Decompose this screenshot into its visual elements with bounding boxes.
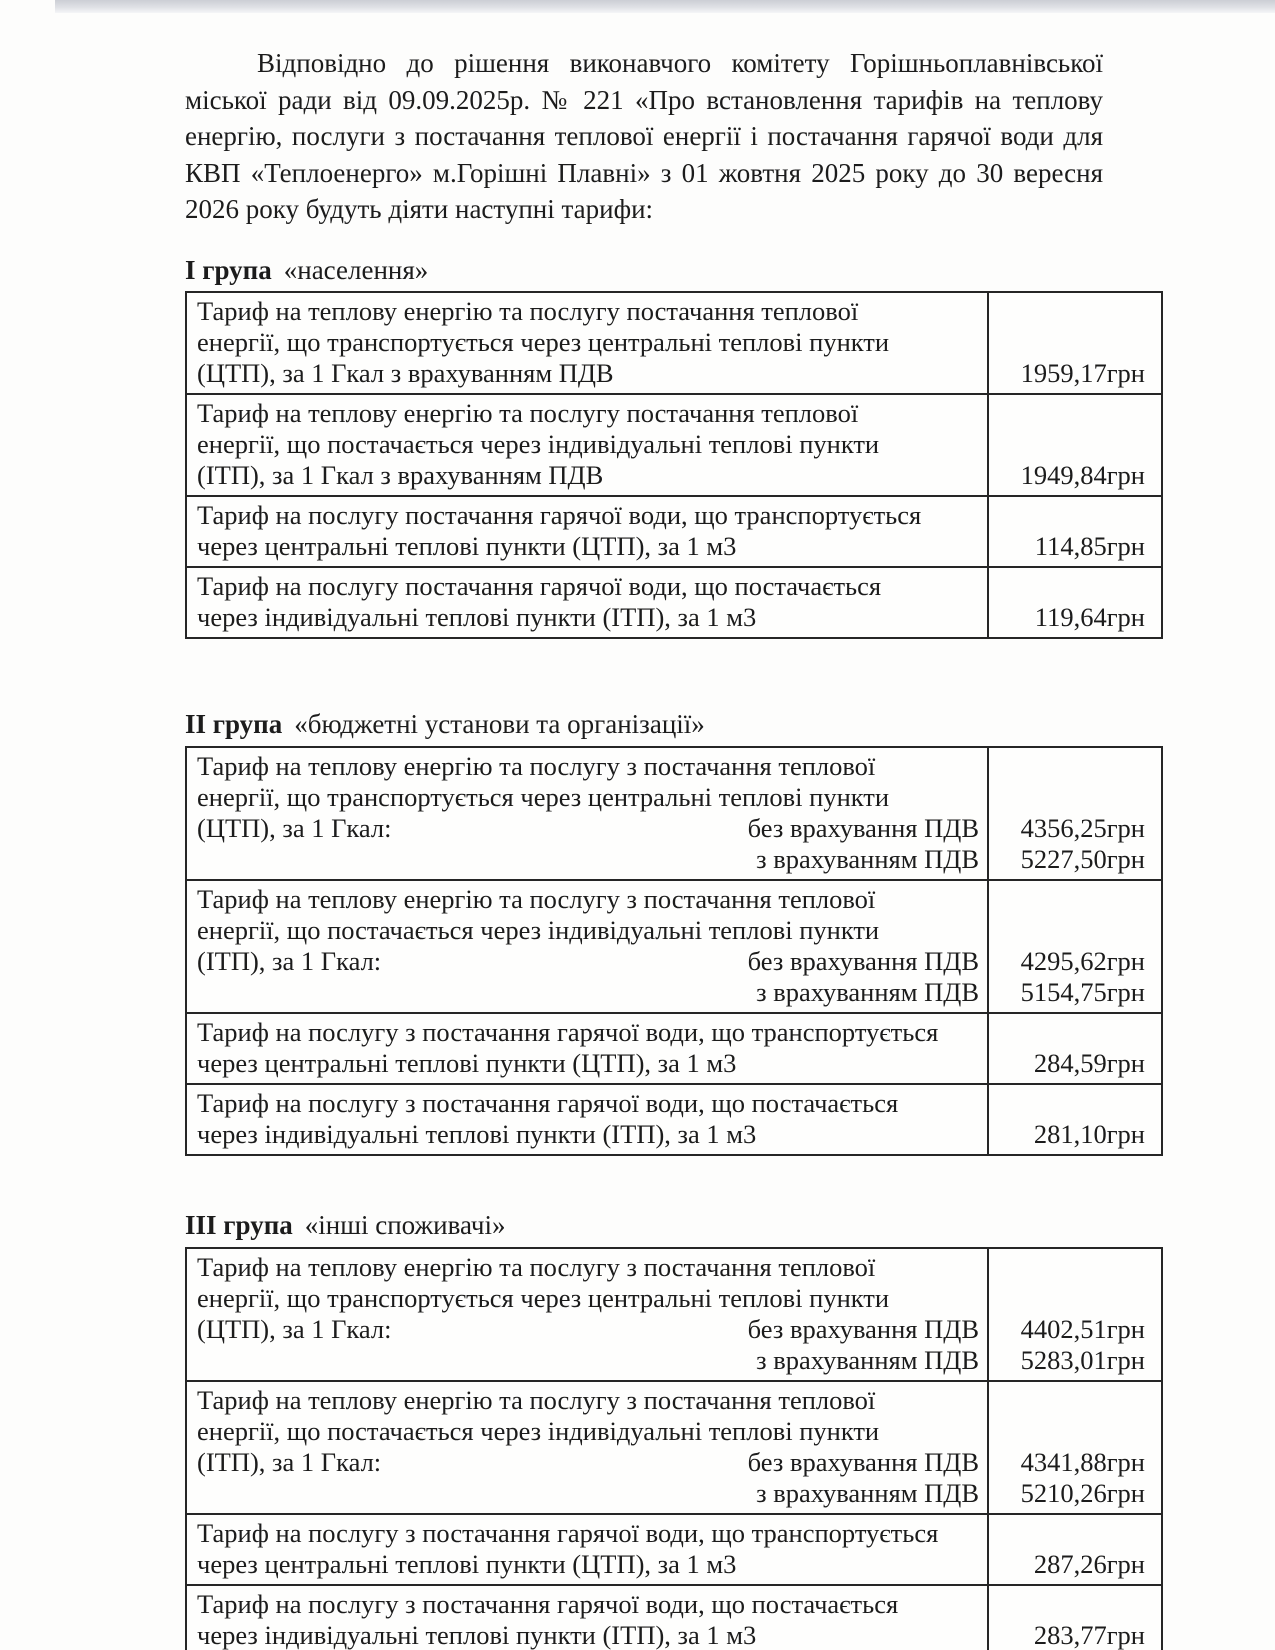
vat-label-with: з врахуванням ПДВ [756,1477,979,1508]
tariff-label-cell [187,1085,989,1154]
tariff-label-cell [187,1382,989,1513]
tariff-label-line: енергії, що транспортується через центральні теплові пункти [197,1282,890,1313]
tariff-label-line: Тариф на послугу з постачання гарячої води, що постачається [197,1087,899,1118]
tariff-row [187,293,1161,393]
tariff-label-line: через центральні теплові пункти (ЦТП), за 1 м3 [197,1548,737,1579]
tariff-label-line: Тариф на послугу з постачання гарячої води, що постачається [197,1588,899,1619]
tariff-label-line: енергії, що постачається через індивідуальні теплові пункти [197,1415,880,1446]
tariff-label-line [197,1314,979,1345]
tariff-value-without-vat: 4356,25грн [1020,812,1145,843]
tariff-row [187,495,1161,566]
tariff-value-without-vat: 4295,62грн [1020,945,1145,976]
tariff-row [187,1584,1161,1650]
tariff-value-cell [989,1085,1161,1154]
tariff-label-line: енергії, що постачається через індивідуальні теплові пункти [197,914,880,945]
tariff-row [187,1083,1161,1154]
group-2-subtitle: «бюджетні установи та організації» [294,708,705,739]
tariff-label-cell [187,1515,989,1584]
tariff-label-line: через центральні теплові пункти (ЦТП), за 1 м3 [197,1047,737,1078]
tariff-row [187,1380,1161,1513]
tariff-value-without-vat: 4402,51грн [1020,1313,1145,1344]
tariff-row [187,1513,1161,1584]
document-content [185,0,1163,1650]
tariff-label-line: через індивідуальні теплові пункти (ІТП), за 1 м3 [197,1619,757,1650]
tariff-value-cell [989,395,1161,495]
tariff-label-line: Тариф на теплову енергію та послугу з постачання теплової [197,1384,876,1415]
group-1-subtitle: «населення» [283,254,429,285]
tariff-label-line [197,946,979,977]
tariff-label-line: через індивідуальні теплові пункти (ІТП), за 1 м3 [197,1118,757,1149]
tariff-value: 284,59грн [1033,1047,1145,1078]
tariff-value: 283,77грн [1033,1619,1145,1650]
group-2-title: ІІ група [185,708,283,739]
group-2-heading [185,709,1163,739]
tariff-label-cell [187,497,989,566]
tariff-label-line: Тариф на послугу постачання гарячої води, що постачається [197,570,882,601]
tariff-label-cell [187,395,989,495]
tariff-value-cell [989,1249,1161,1380]
tariff-value: 1959,17грн [1020,357,1145,388]
tariff-label-line: енергії, що постачається через індивідуальні теплові пункти [197,428,880,459]
tariff-unit-line: (ЦТП), за 1 Гкал: [197,1313,392,1344]
vat-label-without: без врахування ПДВ [747,1446,979,1477]
tariff-value-cell [989,568,1161,637]
tariff-label-line: енергії, що транспортується через центральні теплові пункти [197,326,890,357]
tariff-value-with-vat: 5227,50грн [1020,843,1145,874]
tariff-label-line: Тариф на теплову енергію та послугу з постачання теплової [197,750,876,781]
tariff-label-line: Тариф на послугу з постачання гарячої води, що транспортується [197,1517,939,1548]
tariff-label-line: Тариф на послугу постачання гарячої води, що транспортується [197,499,922,530]
tariff-table-group-3 [185,1247,1163,1650]
tariff-unit-line: (ІТП), за 1 Гкал: [197,945,382,976]
tariff-label-cell [187,748,989,879]
tariff-value-with-vat: 5154,75грн [1020,976,1145,1007]
tariff-row [187,393,1161,495]
tariff-label-line [197,813,979,844]
tariff-label-line: енергії, що транспортується через центральні теплові пункти [197,781,890,812]
tariff-value-cell [989,1515,1161,1584]
tariff-row [187,748,1161,879]
group-3-title: ІІІ група [185,1209,293,1240]
tariff-table-group-2 [185,746,1163,1156]
tariff-unit-line: (ІТП), за 1 Гкал: [197,1446,382,1477]
vat-label-without: без врахування ПДВ [747,945,979,976]
tariff-value: 114,85грн [1034,530,1145,561]
tariff-row [187,1249,1161,1380]
tariff-value-cell [989,1382,1161,1513]
tariff-value-with-vat: 5283,01грн [1020,1344,1145,1375]
group-3-heading [185,1210,1163,1240]
vat-label-without: без врахування ПДВ [747,1313,979,1344]
tariff-value-cell [989,293,1161,393]
group-1-title: І група [185,254,272,285]
vat-label-without: без врахування ПДВ [747,812,979,843]
group-1-heading [185,255,1163,285]
tariff-label-cell [187,1249,989,1380]
tariff-label-line: (ЦТП), за 1 Гкал з врахуванням ПДВ [197,357,614,388]
tariff-row [187,1012,1161,1083]
tariff-row [187,566,1161,637]
tariff-row [187,879,1161,1012]
tariff-value: 287,26грн [1033,1548,1145,1579]
tariff-value-cell [989,1586,1161,1650]
tariff-label-cell [187,568,989,637]
tariff-label-line: Тариф на теплову енергію та послугу постачання теплової [197,397,859,428]
intro-paragraph: Відповідно до рішення виконавчого комітету Горішньоплавнівської міської ради від 09.09.2025р. № 221 «Про встановлення тарифів на теплову енергію, послуги з постачання теплової енергії і постачання гарячої води для КВП «Теплоенерго» м.Горішні Плавні» з 01 жовтня 2025 року до 30 вересня 2026 року будуть діяти наступні тарифи: [185,48,1103,224]
tariff-label-line: Тариф на теплову енергію та послугу постачання теплової [197,295,859,326]
tariff-value-cell [989,1014,1161,1083]
tariff-unit-line: (ЦТП), за 1 Гкал: [197,812,392,843]
tariff-label-line: через центральні теплові пункти (ЦТП), за 1 м3 [197,530,737,561]
tariff-label-line: Тариф на теплову енергію та послугу з постачання теплової [197,1251,876,1282]
vat-label-with: з врахуванням ПДВ [756,1344,979,1375]
tariff-value-cell [989,881,1161,1012]
tariff-value: 281,10грн [1033,1118,1145,1149]
tariff-label-cell [187,881,989,1012]
tariff-value-with-vat: 5210,26грн [1020,1477,1145,1508]
tariff-label-cell [187,1014,989,1083]
tariff-value-without-vat: 4341,88грн [1020,1446,1145,1477]
tariff-value: 119,64грн [1034,601,1145,632]
tariff-value-cell [989,748,1161,879]
tariff-value-cell [989,497,1161,566]
tariff-label-line [197,1447,979,1478]
vat-label-with: з врахуванням ПДВ [756,976,979,1007]
vat-label-with: з врахуванням ПДВ [756,843,979,874]
tariff-label-line: Тариф на теплову енергію та послугу з постачання теплової [197,883,876,914]
tariff-label-line: Тариф на послугу з постачання гарячої води, що транспортується [197,1016,939,1047]
group-3-subtitle: «інші споживачі» [304,1209,506,1240]
tariff-label-line: через індивідуальні теплові пункти (ІТП), за 1 м3 [197,601,757,632]
tariff-value: 1949,84грн [1020,459,1145,490]
tariff-label-line: (ІТП), за 1 Гкал з врахуванням ПДВ [197,459,604,490]
tariff-table-group-1 [185,291,1163,639]
tariff-label-cell [187,1586,989,1650]
tariff-label-cell [187,293,989,393]
